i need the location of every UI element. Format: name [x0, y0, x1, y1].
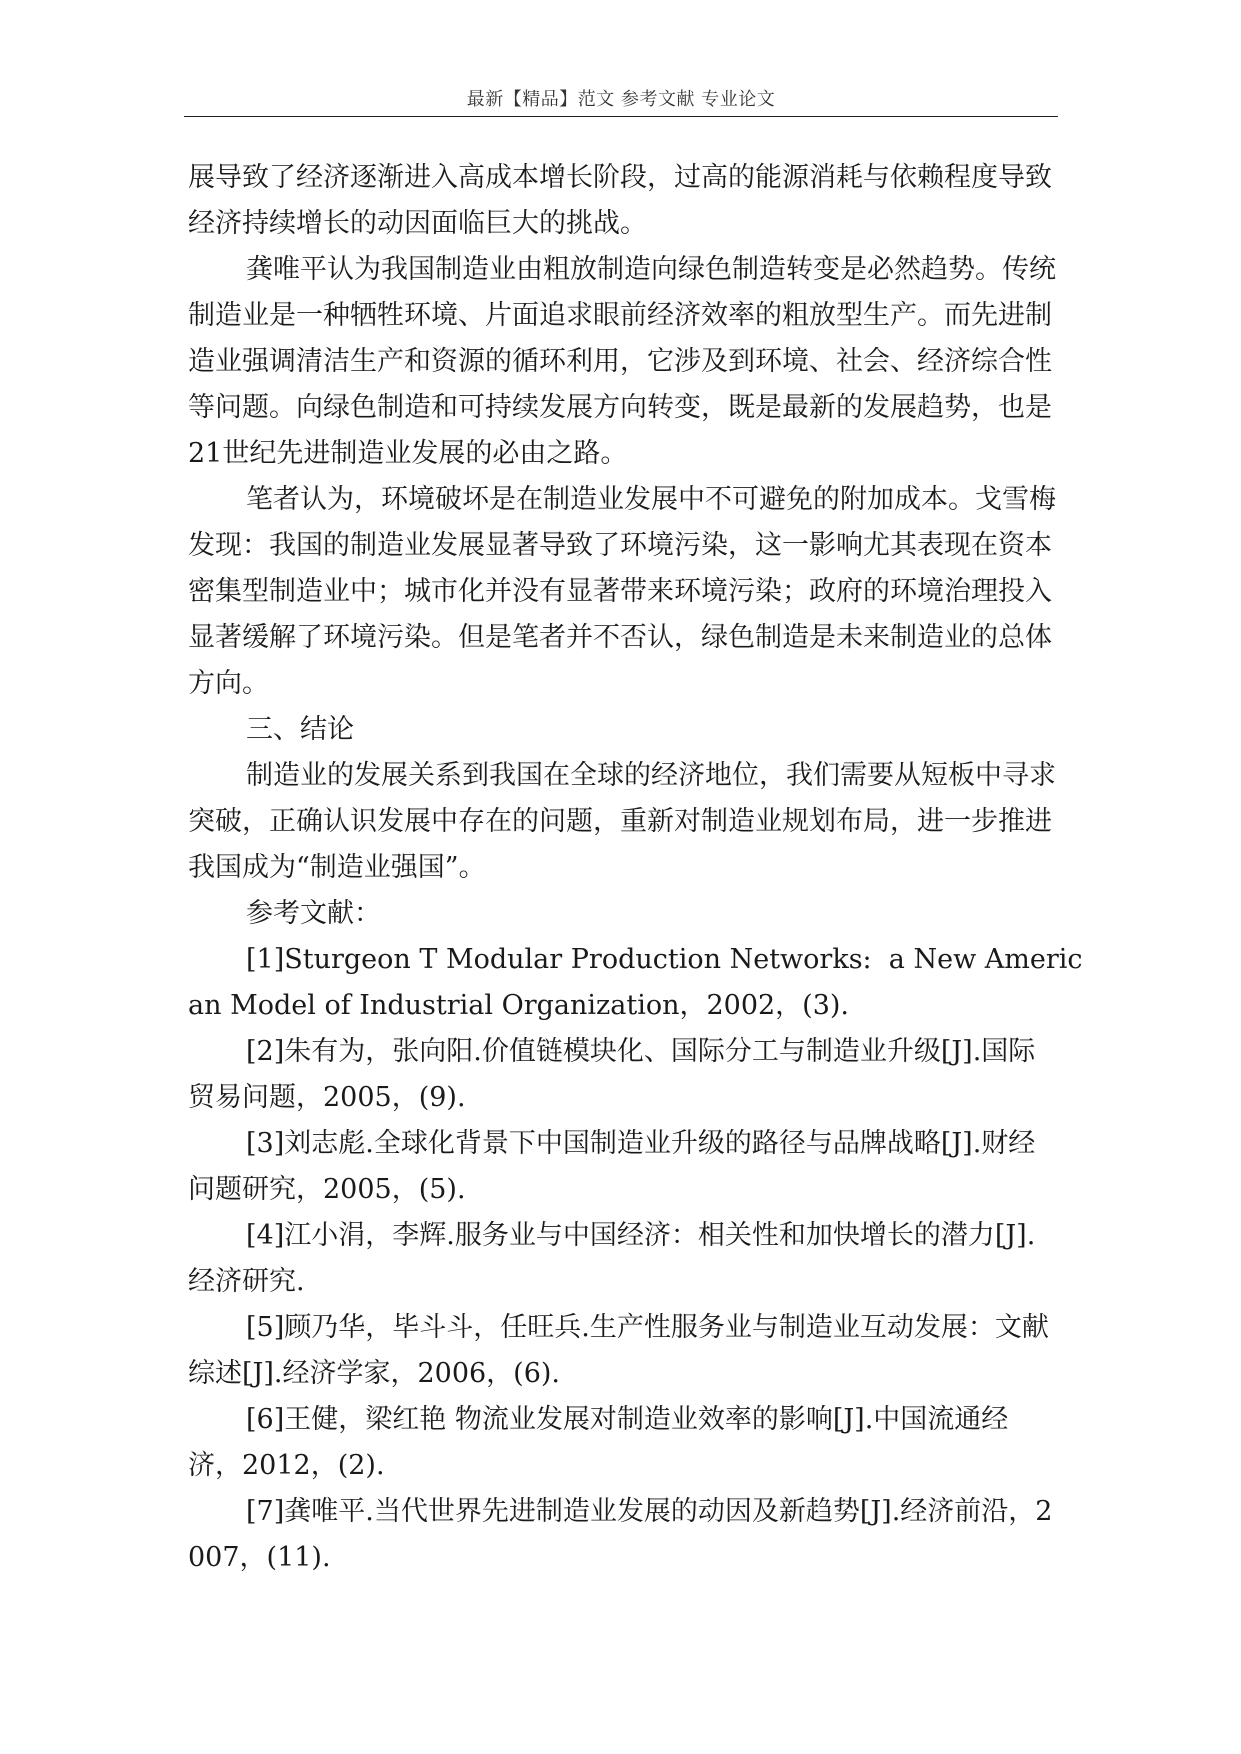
paragraph-conclusion: 制造业的发展关系到我国在全球的经济地位，我们需要从短板中寻求突破，正确认识发展中存在的问题，重新对制造业规划布局，进一步推进我国成为“制造业强国”。: [188, 760, 1056, 883]
reference-item: [4]江小涓，李辉.服务业与中国经济：相关性和加快增长的潜力[J].经济研究.: [188, 1220, 1036, 1297]
paragraph-continued: 展导致了经济逐渐进入高成本增长阶段，过高的能源消耗与依赖程度导致经济持续增长的动因面临巨大的挑战。: [188, 162, 1052, 239]
reference-item: [2]朱有为，张向阳.价值链模块化、国际分工与制造业升级[J].国际贸易问题，2005，(9).: [188, 1036, 1036, 1113]
reference-item: [7]龚唯平.当代世界先进制造业发展的动因及新趋势[J].经济前沿，2007，(11).: [188, 1496, 1053, 1573]
header-divider: [184, 116, 1058, 117]
paragraph-green-manufacturing: 龚唯平认为我国制造业由粗放制造向绿色制造转变是必然趋势。传统制造业是一种牺牲环境、片面追求眼前经济效率的粗放型生产。而先进制造业强调清洁生产和资源的循环利用，它涉及到环境、社会、经济综合性等问题。向绿色制造和可持续发展方向转变，既是最新的发展趋势，也是21世纪先进制造业发展的必由之路。: [188, 254, 1056, 469]
paragraph-environment: 笔者认为，环境破坏是在制造业发展中不可避免的附加成本。戈雪梅发现：我国的制造业发展显著导致了环境污染，这一影响尤其表现在资本密集型制造业中；城市化并没有显著带来环境污染；政府的环境治理投入显著缓解了环境污染。但是笔者并不否认，绿色制造是未来制造业的总体方向。: [188, 484, 1056, 699]
section-heading-references: 参考文献：: [246, 898, 381, 929]
document-body: [188, 155, 1098, 1581]
reference-item: [5]顾乃华，毕斗斗，任旺兵.生产性服务业与制造业互动发展：文献综述[J].经济学家，2006，(6).: [188, 1312, 1049, 1389]
section-heading-conclusion: 三、结论: [246, 714, 354, 745]
reference-item: [3]刘志彪.全球化背景下中国制造业升级的路径与品牌战略[J].财经问题研究，2005，(5).: [188, 1128, 1036, 1205]
page-header: 最新【精品】范文 参考文献 专业论文: [466, 89, 776, 110]
reference-item: [6]王健，梁红艳 物流业发展对制造业效率的影响[J].中国流通经济，2012，(2).: [188, 1404, 1009, 1481]
reference-item: [1]Sturgeon T Modular Production Networks: a New American Model of Industrial Organization，2002，(3).: [188, 944, 1083, 1021]
